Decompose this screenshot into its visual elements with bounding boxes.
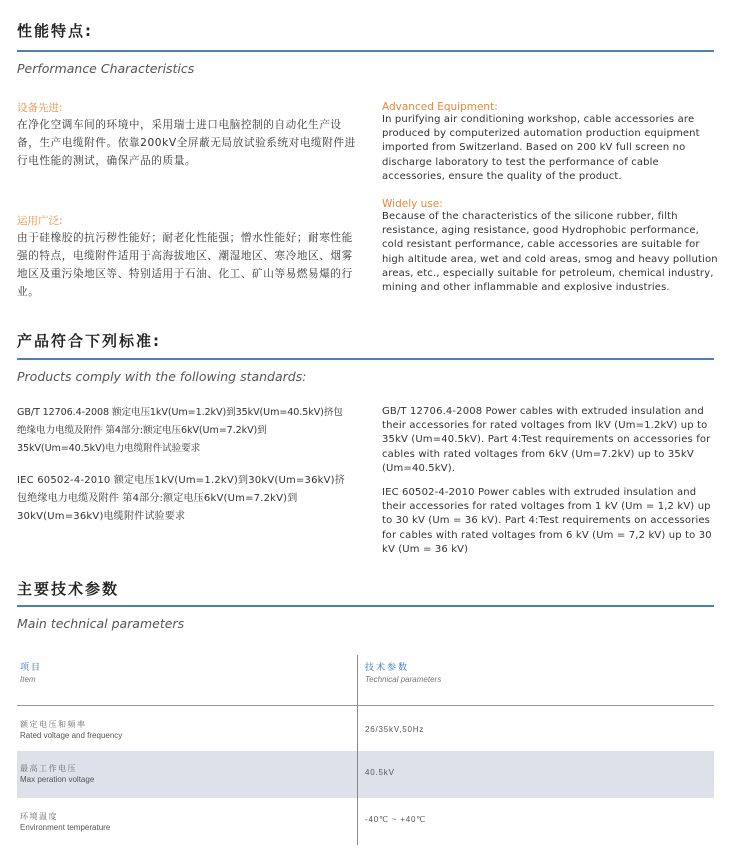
section-divider [17,50,714,52]
advanced-equipment-cn [17,100,357,170]
standard-gbt-en: GB/T 12706.4-2008 Power cables with extruded insulation and their accessories for rated voltages from lkV (Um=1.2kV) up to 35kV (Um=40.5kV). Part 4:Test requirements on accessories for cables with rated voltages from 6kV (Um=7.2kV) up to 35kV (Um=40.5kV). [382,406,711,474]
widely-use-body-cn: 由于硅橡胶的抗污秽性能好；耐老化性能强；憎水性能好；耐寒性能强的特点，电缆附件适用于高海拔地区、潮湿地区、寒冷地区、烟雾地区及重污染地区等、特别适用于石油、化工、矿山等易燃易爆的行业。 [17,232,353,298]
row-value: -40℃ ~ +40℃ [365,815,427,824]
table-header-item [20,660,42,684]
header-item-cn: 项目 [20,663,43,673]
advanced-equipment-body-cn: 在净化空调车间的环境中，采用瑞士进口电脑控制的自动化生产设备，生产电缆附件。依靠200kV全屏蔽无局放试验系统对电缆附件进行电性能的测试，确保产品的质量。 [17,119,356,167]
header-param-cn: 技术参数 [365,663,410,673]
widely-use-heading-cn: 运用广泛: [17,215,63,227]
row-value: 26/35kV,50Hz [365,725,425,734]
table-column-divider [357,655,358,845]
row-item-en: Max peration voltage [20,775,95,784]
header-param-en: Technical parameters [365,675,442,684]
row-item-en: Rated voltage and frequency [20,731,123,740]
widely-use-cn [17,213,357,301]
row-value: 40.5kV [365,768,395,777]
table-row [20,719,122,740]
widely-use-heading-en: Widely use: [382,198,443,210]
widely-use-en [382,198,718,295]
advanced-equipment-heading-en: Advanced Equipment: [382,101,498,113]
advanced-equipment-en [382,101,718,184]
advanced-equipment-heading-cn: 设备先进: [17,102,63,114]
row-item-cn: 额定电压和频率 [20,720,87,729]
section-title-params-cn: 主要技术参数 [17,580,120,598]
section-title-performance-cn: 性能特点: [17,22,93,40]
row-item-cn: 最高工作电压 [20,764,77,773]
row-item-en: Environment temperature [20,823,111,832]
widely-use-body-en: Because of the characteristics of the silicone rubber, filth resistance, aging resistance, good Hydrophobic performance, cold resistant performance, cable accessories are suitable for high altitude area, wet and cold areas, smog and heavy pollution areas, etc., especially suitable for petroleum, chemical industry, mining and other inflammable and explosive industries. [382,211,718,294]
standard-iec-cn: IEC 60502-4-2010 额定电压1kV(Um=1.2kV)到30kV(Um=36kV)挤包绝缘电力电缆及附件 第4部分:额定电压6kV(Um=7.2kV)到30kV(Um=36kV)电缆附件试验要求 [17,475,345,522]
parameters-table [17,655,714,847]
section-title-performance-en: Performance Characteristics [17,61,195,76]
section-divider [17,605,714,607]
standard-iec-en: IEC 60502-4-2010 Power cables with extruded insulation and their accessories for rated voltages from 1 kV (Um = 1,2 kV) up to 30 kV (Um = 36 kV). Part 4:Test requirements on accessories for cables with rated voltages from 6 kV (Um = 7,2 kV) up to 30 kV (Um = 36 kV) [382,487,712,555]
section-title-standards-cn: 产品符合下列标准: [17,332,161,350]
standard-gbt-cn: GB/T 12706.4-2008 额定电压1kV(Um=1.2kV)到35kV(Um=40.5kV)挤包绝缘电力电缆及附件 第4部分:额定电压6kV(Um=7.2kV)到35kV(Um=40.5kV)电力电缆附件试验要求 [17,407,343,454]
table-row [20,811,110,832]
row-item-cn: 环境温度 [20,812,58,821]
table-header-divider [17,705,714,706]
table-header-param [365,660,441,684]
section-divider [17,358,714,360]
advanced-equipment-body-en: In purifying air conditioning workshop, cable accessories are produced by computerized automation production equipment imported from Switzerland. Based on 200 kV full screen no discharge laboratory to test the performance of cable accessories, ensure the quality of the product. [382,114,700,182]
table-row [20,763,94,784]
section-title-params-en: Main technical parameters [17,616,185,631]
section-title-standards-en: Products comply with the following standards: [17,369,307,384]
header-item-en: Item [20,675,36,684]
